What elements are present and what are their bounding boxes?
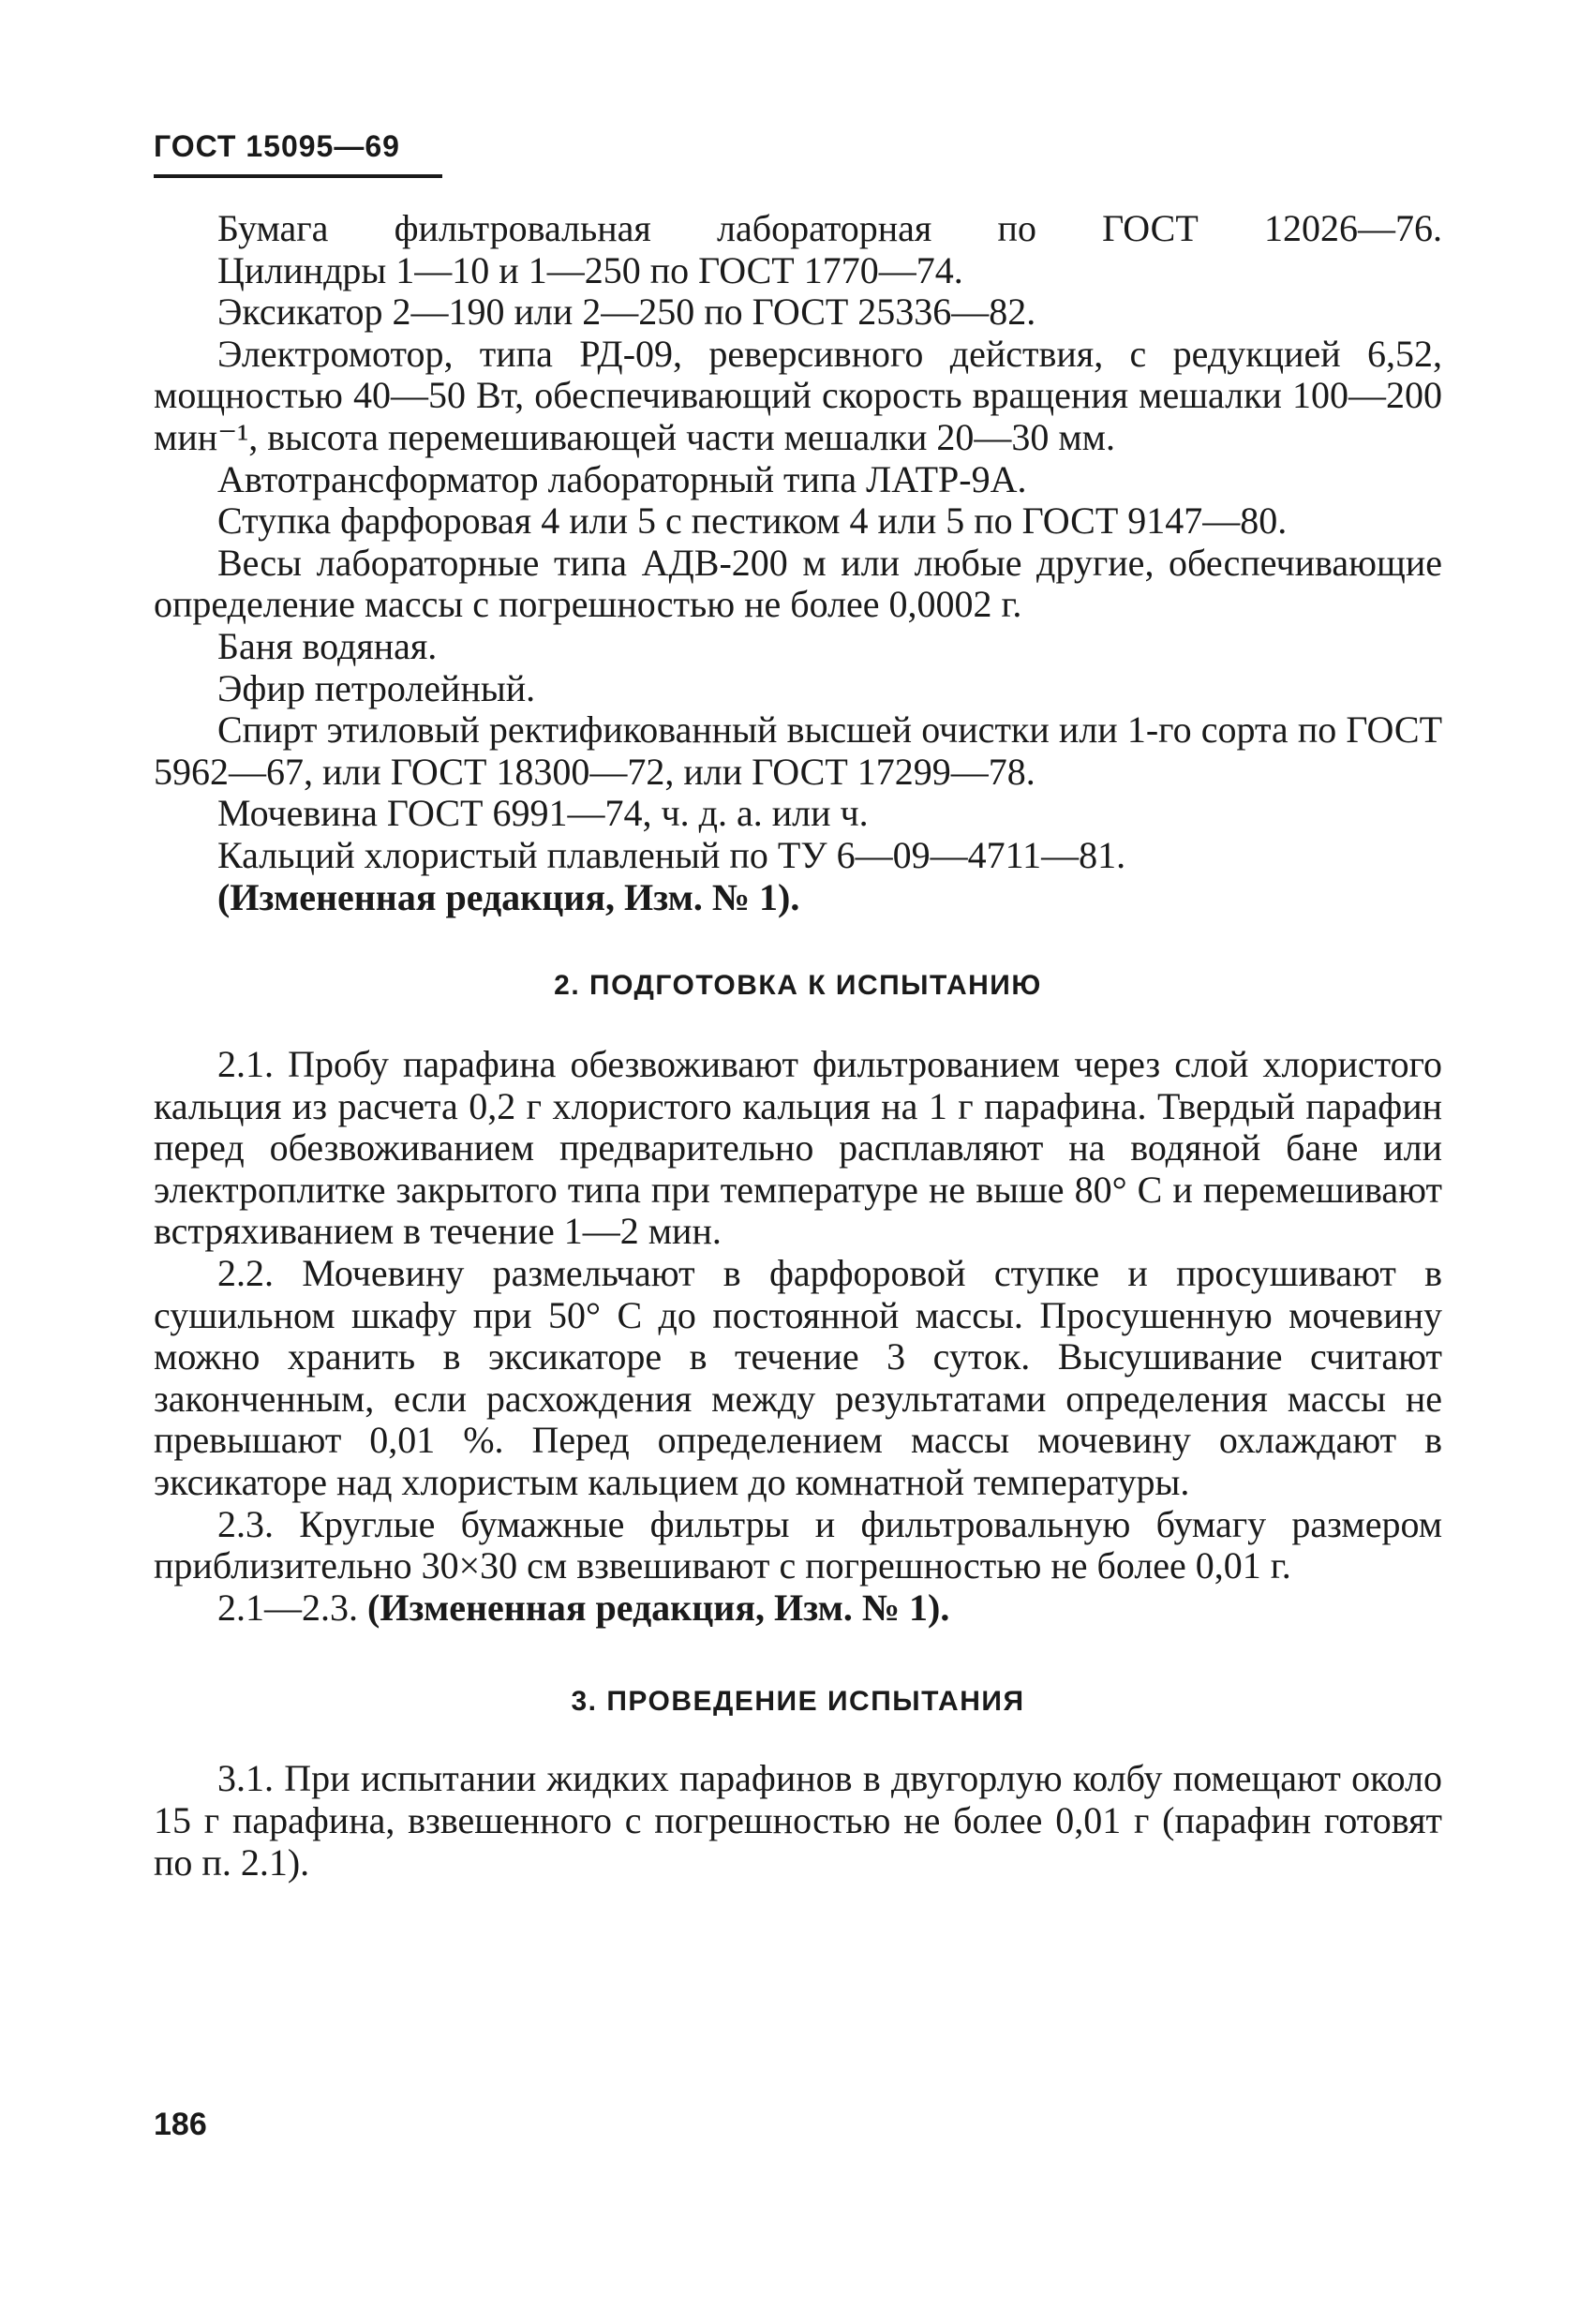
equipment-item: Весы лабораторные типа АДВ-200 м или любые другие, обеспечивающие определение массы с погрешностью не более 0,0002 г.	[154, 541, 1442, 626]
equipment-item: Цилиндры 1—10 и 1—250 по ГОСТ 1770—74.	[217, 248, 963, 291]
amendment-note: (Измененная редакция, Изм. № 1).	[217, 875, 800, 918]
equipment-item: Эфир петролейный.	[217, 666, 536, 709]
equipment-item: Баня водяная.	[217, 624, 438, 667]
document-code-header: ГОСТ 15095—69	[154, 129, 400, 163]
equipment-item: Ступка фарфоровая 4 или 5 с пестиком 4 или 5 по ГОСТ 9147—80.	[217, 499, 1288, 543]
equipment-item: Спирт этиловый ректификованный высшей очистки или 1-го сорта по ГОСТ 5962—67, или ГОСТ 18300—72, или ГОСТ 17299—78.	[154, 708, 1442, 793]
section-2-amendment-text: (Измененная редакция, Изм. № 1).	[367, 1586, 950, 1629]
equipment-item: Автотрансформатор лабораторный типа ЛАТР-9А.	[217, 457, 1027, 500]
equipment-item: Бумага фильтровальная лабораторная по ГОСТ 12026—76.	[217, 207, 1442, 249]
section-2-paragraph: 2.2. Мочевину размельчают в фарфоровой ступке и просушивают в сушильном шкафу при 50° С до постоянной массы. Просушенную мочевину можно хранить в эксикаторе в течение 3 суток. Высушивание считают законченным, если расхождения между результатами определения массы не превышают 0,01 %. Перед определением массы мочевину охлаждают в эксикаторе над хлористым кальцием до комнатной температуры.	[154, 1252, 1442, 1504]
section-2-amendment-prefix: 2.1—2.3.	[217, 1586, 358, 1629]
section-3-paragraph: 3.1. При испытании жидких парафинов в двугорлую колбу помещают около 15 г парафина, взвешенного с погрешностью не более 0,01 г (парафин готовят по п. 2.1).	[154, 1757, 1442, 1884]
section-2-title: 2. ПОДГОТОВКА К ИСПЫТАНИЮ	[554, 970, 1042, 1002]
section-2-amendment	[154, 1587, 1442, 1630]
header-rule	[154, 174, 442, 178]
equipment-item: Мочевина ГОСТ 6991—74, ч. д. а. или ч.	[217, 792, 869, 835]
page-number: 186	[154, 2107, 207, 2142]
equipment-item: Кальций хлористый плавленый по ТУ 6—09—4711—81.	[217, 833, 1126, 876]
equipment-item: Электромотор, типа РД-09, реверсивного действия, с редукцией 6,52, мощностью 40—50 Вт, обеспечивающий скорость вращения мешалки 100—200 мин⁻¹, высота перемешивающей части мешалки 20—30 мм.	[154, 332, 1442, 458]
section-3-title: 3. ПРОВЕДЕНИЕ ИСПЫТАНИЯ	[571, 1686, 1025, 1718]
document-page	[154, 0, 1442, 2324]
page-content	[154, 208, 1442, 1884]
section-2-paragraph: 2.3. Круглые бумажные фильтры и фильтровальную бумагу размером приблизительно 30×30 см взвешивают с погрешностью не более 0,01 г.	[154, 1502, 1442, 1587]
equipment-item: Эксикатор 2—190 или 2—250 по ГОСТ 25336—82.	[217, 290, 1036, 334]
section-2-paragraph: 2.1. Пробу парафина обезвоживают фильтрованием через слой хлористого кальция из расчета 0,2 г хлористого кальция на 1 г парафина. Твердый парафин перед обезвоживанием предварительно расплавляют на водяной бане или электроплитке закрытого типа при температуре не выше 80° С и перемешивают встряхиванием в течение 1—2 мин.	[154, 1043, 1442, 1253]
